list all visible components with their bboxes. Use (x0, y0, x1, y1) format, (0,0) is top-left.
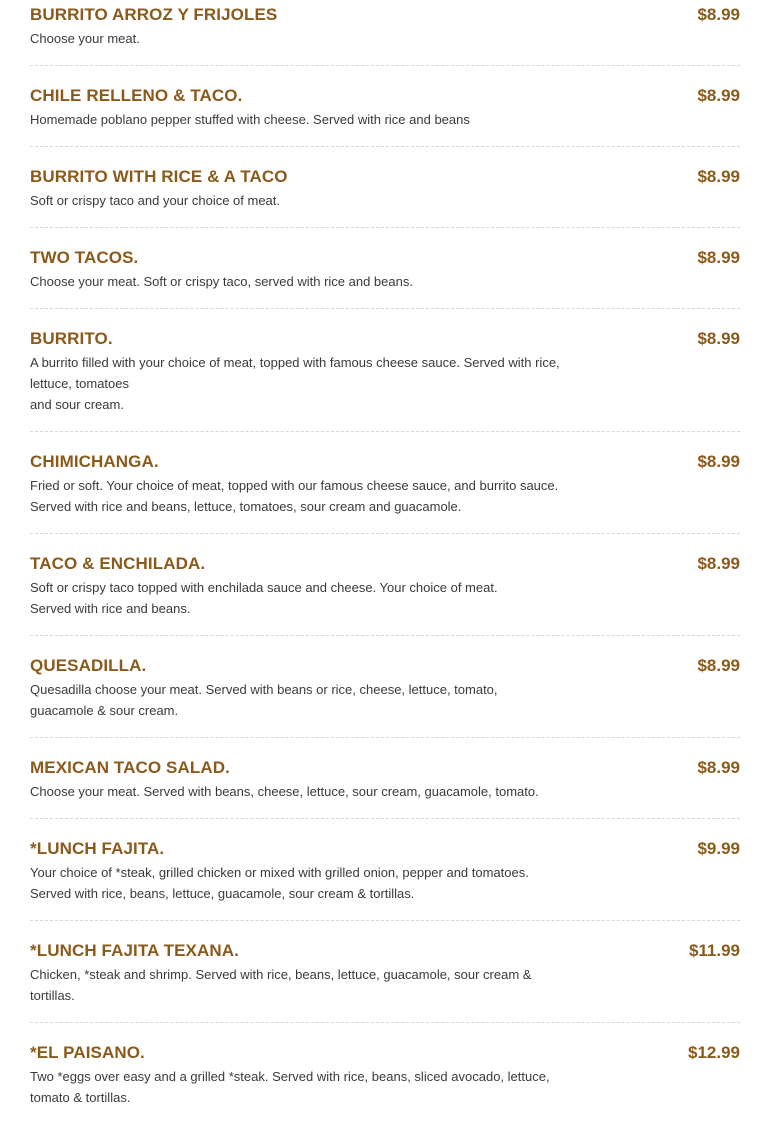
menu-item-description (30, 352, 600, 415)
description-line: Served with rice and beans, lettuce, tomatoes, sour cream and guacamole. (30, 499, 462, 514)
menu-item-name: *EL PAISANO. (30, 1043, 145, 1062)
menu-item-name: CHIMICHANGA. (30, 452, 159, 471)
menu-item-name: TWO TACOS. (30, 248, 139, 267)
description-line: Homemade poblano pepper stuffed with cheese. Served with rice and beans (30, 112, 470, 127)
menu-item-price: $8.99 (697, 656, 740, 675)
menu-item-description (30, 781, 600, 802)
menu-item-price: $8.99 (697, 758, 740, 777)
description-line: Choose your meat. Soft or crispy taco, served with rice and beans. (30, 274, 413, 289)
menu-item-price: $11.99 (688, 941, 740, 960)
menu-item-chimichanga[interactable] (30, 452, 740, 534)
menu-item-chile-relleno-and-taco[interactable] (30, 86, 740, 147)
description-line: Soft or crispy taco and your choice of meat. (30, 193, 281, 208)
description-line: Soft or crispy taco topped with enchilada sauce and cheese. Your choice of meat. (30, 580, 498, 595)
menu-item-description (30, 862, 600, 904)
menu-item-burrito[interactable] (30, 329, 740, 432)
menu-item-description (30, 271, 600, 292)
menu-item-price: $8.99 (697, 248, 740, 267)
menu-item-name: BURRITO ARROZ Y FRIJOLES (30, 5, 278, 24)
description-line: Served with rice, beans, lettuce, guacamole, sour cream & tortillas. (30, 886, 415, 901)
menu-item-description (30, 577, 600, 619)
description-line: Choose your meat. (30, 31, 140, 46)
menu-item-taco-and-enchilada[interactable] (30, 554, 740, 636)
menu-item-price: $9.99 (697, 839, 740, 858)
menu-item-price: $12.99 (688, 1043, 740, 1062)
menu-item-description (30, 109, 600, 130)
description-line: Choose your meat. Served with beans, cheese, lettuce, sour cream, guacamole, tomato. (30, 784, 539, 799)
menu-item-burrito-with-rice-and-taco[interactable] (30, 167, 740, 228)
description-line: Served with rice and beans. (30, 601, 191, 616)
menu-item-price: $8.99 (697, 86, 740, 105)
menu-item-two-tacos[interactable] (30, 248, 740, 309)
menu-item-name: *LUNCH FAJITA. (30, 839, 165, 858)
description-line: A burrito filled with your choice of meat, topped with famous cheese sauce. Served with rice, lettuce, tomatoes (30, 355, 560, 391)
menu-item-el-paisano[interactable] (30, 1043, 740, 1124)
menu-item-name: MEXICAN TACO SALAD. (30, 758, 230, 777)
menu-item-name: BURRITO WITH RICE & A TACO (30, 167, 288, 186)
menu-item-name: TACO & ENCHILADA. (30, 554, 206, 573)
menu-item-burrito-arroz-y-frijoles[interactable] (30, 5, 740, 66)
menu-item-description (30, 28, 600, 49)
menu-item-price: $8.99 (697, 167, 740, 186)
menu-item-price: $8.99 (697, 452, 740, 471)
description-line: tortillas. (30, 988, 75, 1003)
description-line: Two *eggs over easy and a grilled *steak. Served with rice, beans, sliced avocado, lettuce, (30, 1069, 550, 1084)
menu-item-price: $8.99 (697, 329, 740, 348)
description-line: Chicken, *steak and shrimp. Served with rice, beans, lettuce, guacamole, sour cream & (30, 967, 532, 982)
description-line: Your choice of *steak, grilled chicken or mixed with grilled onion, pepper and tomatoes. (30, 865, 529, 880)
description-line: tomato & tortillas. (30, 1090, 131, 1105)
menu-item-description (30, 1066, 600, 1108)
description-line: and sour cream. (30, 397, 124, 412)
menu-item-name: CHILE RELLENO & TACO. (30, 86, 243, 105)
menu-item-description (30, 679, 600, 721)
menu-item-description (30, 190, 600, 211)
menu-item-name: QUESADILLA. (30, 656, 147, 675)
menu-item-lunch-fajita-texana[interactable] (30, 941, 740, 1023)
menu-item-description (30, 475, 600, 517)
menu-item-name: BURRITO. (30, 329, 113, 348)
menu-item-price: $8.99 (697, 5, 740, 24)
menu-item-quesadilla[interactable] (30, 656, 740, 738)
lunch-menu (30, 0, 740, 1124)
description-line: Quesadilla choose your meat. Served with beans or rice, cheese, lettuce, tomato, (30, 682, 498, 697)
menu-item-lunch-fajita[interactable] (30, 839, 740, 921)
menu-item-name: *LUNCH FAJITA TEXANA. (30, 941, 239, 960)
description-line: guacamole & sour cream. (30, 703, 179, 718)
description-line: Fried or soft. Your choice of meat, topped with our famous cheese sauce, and burrito sauce. (30, 478, 559, 493)
menu-item-price: $8.99 (697, 554, 740, 573)
menu-item-mexican-taco-salad[interactable] (30, 758, 740, 819)
menu-item-description (30, 964, 600, 1006)
